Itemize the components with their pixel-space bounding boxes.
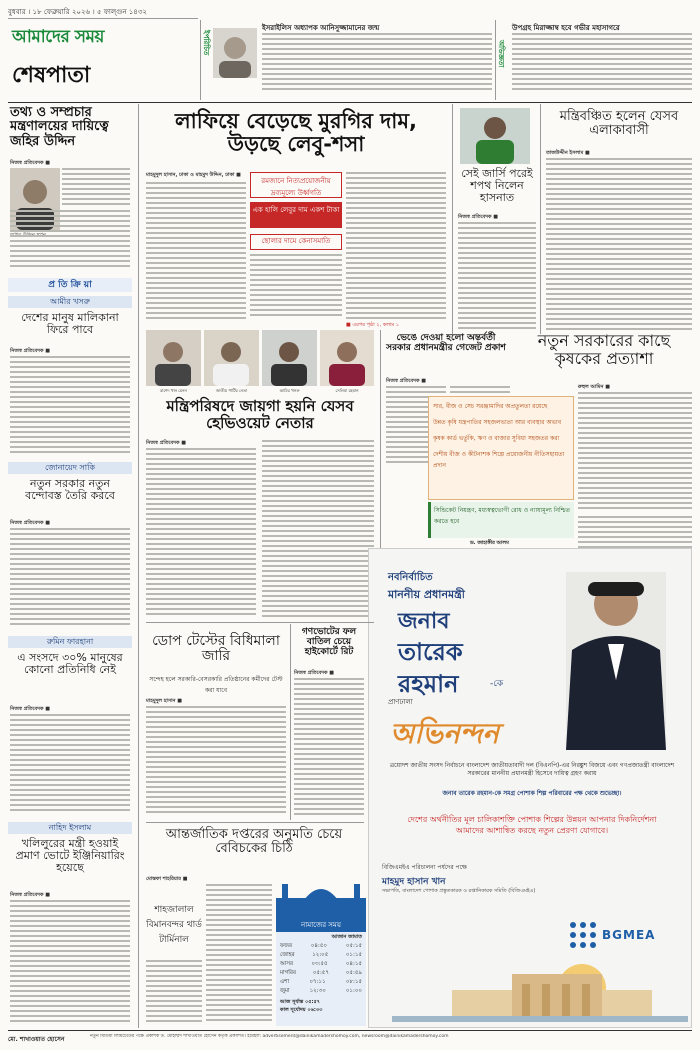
dope-headline: ডোপ টেস্টের বিধিমালা জারি: [152, 633, 280, 665]
cabinet-byline: নিজস্ব প্রতিবেদক ■: [146, 440, 186, 446]
ad-signer-title: সভাপতি, বাংলাদেশ পোশাক প্রস্তুতকারক ও রপ্তানিকারক সমিতি (বিজিএমইএ): [382, 888, 536, 894]
topbar-left-head: ইসরাইলিস অধ্যাপক আনিসুজ্জামানের জন্ম: [262, 24, 380, 32]
section-title: শেষপাতা: [12, 63, 91, 88]
footer-text: নতুন মিডিয়া লিমিটেডের পক্ষে প্রকাশক ড. মোহাম্মদ শাখাওয়াত হোসেন কর্তৃক প্রকাশিত। ইমেইল: advertisement@dainikamadershomoy.com, newsroom@dainikamadershomoy.com: [90, 1034, 449, 1039]
prayer-row: জুমা ১২:৩০ ০১:০০: [280, 988, 362, 994]
story3-headline: নতুন সরকার নতুন বন্দোবস্ত তৈরি করবে: [25, 477, 115, 503]
ad-para2: দেশের অর্থনীতির মূল চালিকাশক্তি পোশাক শিল্পের উন্নয়ন আপনার দিকনির্দেশনা আমাদের আশান্বিত করছে নতুন প্রেরণা যোগাবে।: [407, 815, 657, 836]
ad-line1: নবনির্বাচিত: [388, 572, 433, 583]
story2-headline: দেশের মানুষ মালিকানা ফিরে পাবে: [21, 311, 119, 337]
ad-para1-b: জনাব তারেক রহমান-কে সমগ্র পোশাক শিল্প পরিবারের পক্ষ থেকে শুভেচ্ছা।: [442, 790, 622, 797]
ad-signer: মাহমুদ হাসান খান: [382, 877, 446, 887]
story4-name: রুমিন ফারহানা: [8, 636, 132, 648]
ad-greet-pre: প্রাণঢালা: [388, 698, 413, 706]
bgmea-logo-icon: [568, 920, 598, 950]
terminal-callout: শাহজালাল বিমানবন্দর থার্ড টার্মিনাল: [146, 905, 202, 945]
story1-headline: তথ্য ও সম্প্রচার মন্ত্রণালয়ের দায়িত্বে জহির উদ্দিন: [10, 105, 109, 149]
ad-suffix: -কে: [490, 679, 504, 689]
footer-left: মো. শাখাওয়াত হোসেন: [8, 1036, 65, 1043]
lead-box1: রমজানে নিত্যপ্রয়োজনীয় দ্রব্যমূল্যে উর্ধ্বগতি: [250, 172, 342, 198]
prayer-box: [276, 918, 366, 1026]
prayer-row: জোহর ১২:০৫ ০১:১৫: [280, 952, 362, 958]
topbar-right-tag: অভিজ্ঞতা: [497, 40, 505, 68]
prayer-row: ফজর ০৪:৫০ ০৫:১৫: [280, 943, 362, 949]
prayer-row: আসর ০৩:৫৫ ০৪:১৫: [280, 961, 362, 967]
writ-byline: নিজস্ব প্রতিবেদক ■: [294, 670, 334, 676]
cabinet-headline: মন্ত্রিপরিষদে জায়গা হয়নি যেসব হেভিওয়েট নেতার: [166, 397, 354, 432]
header-date: বুধবার । ১৮ ফেব্রুয়ারি ২০২৬ । ৫ ফাল্গুন ১৪৩২: [8, 8, 147, 16]
reaction-label: প্র তি ক্রি য়া: [8, 278, 132, 292]
dissolved-byline: নিজস্ব প্রতিবেদক ■: [386, 378, 426, 384]
farmers-quote-by: ড. জাহাঙ্গীর আলম: [470, 540, 509, 546]
ad-name1: জনাব: [398, 609, 450, 634]
mosque-icon: [276, 880, 366, 918]
ad-greet: অভিনন্দন: [390, 717, 500, 750]
intl-headline: আন্তর্জাতিক দপ্তরের অনুমতি চেয়ে বেবিচকের চিঠি: [165, 827, 343, 857]
farmers-byline: রুহুল আমিন ■: [578, 384, 610, 390]
farmers-quote: সিন্ডিকেট নিয়ন্ত্রণ, মধ্যস্বত্বভোগী রোধ ও ন্যায্যমূল্য নিশ্চিত করতে হবে: [428, 502, 574, 538]
ad-line2: মাননীয় প্রধানমন্ত্রী: [388, 588, 465, 601]
shapath-byline: নিজস্ব প্রতিবেদক ■: [458, 214, 498, 220]
cabinet-photos: [146, 330, 374, 386]
shapath-headline: সেই জার্সি পরেই শপথ নিলেন হাসনাত: [461, 167, 533, 205]
topbar-portrait: [213, 28, 257, 78]
prayer-col-head: আজান জামাত: [331, 934, 362, 940]
cabinet-caption-2: জাতীয় পার্টির নেতা: [215, 388, 248, 393]
pull-item-2: উন্নত কৃষি যন্ত্রপাতির সহজলভ্যতা আর ব্যবস্থার অভাব: [433, 419, 562, 426]
displaced-headline: মন্ত্রিবঞ্চিত হলেন যেসব এলাকাবাসী: [559, 109, 679, 139]
ad-signer-role: বিজিএমইএ পরিচালনা পর্ষদের পক্ষে: [382, 864, 467, 871]
story5-byline: নিজস্ব প্রতিবেদক ■: [10, 892, 50, 898]
farmers-pullbox: [428, 396, 574, 500]
dope-byline: মাহমুদুল হাসান ■: [146, 698, 183, 704]
story3-byline: নিজস্ব প্রতিবেদক ■: [10, 520, 50, 526]
ad-portrait: [546, 560, 686, 750]
sunset: আজ সূর্যাস্ত ০৫:৫৭: [280, 999, 321, 1005]
intl-byline: মোস্তফা শাহরিয়ার ■: [146, 876, 188, 882]
bgmea-logo-text: BGMEA: [602, 928, 656, 942]
shapath-photo: [460, 108, 530, 164]
cabinet-caption-3: আমির খসরু: [279, 388, 300, 393]
cabinet-caption-4: সেলিমা রহমান: [335, 388, 359, 393]
ad-parliament-illustration: [392, 960, 688, 1022]
story4-byline: নিজস্ব প্রতিবেদক ■: [10, 706, 50, 712]
farmers-headline: নতুন সরকারের কাছে কৃষকের প্রত্যাশা: [537, 331, 671, 368]
story1-byline: নিজস্ব প্রতিবেদক ■: [10, 160, 50, 166]
dissolved-headline: ভেঙে দেওয়া হলো অন্তর্বর্তী সরকার প্রধানমন্ত্রীর গেজেট প্রকাশ: [386, 333, 506, 353]
ad-para1: ত্রয়োদশ জাতীয় সংসদ নির্বাচনে বাংলাদেশ জাতীয়তাবাদী দল (বিএনপি)-এর নিরঙ্কুশ বিজয়ে এবং গণপ্রজাতন্ত্রী বাংলাদেশ সরকারের মাননীয় প্রধানমন্ত্রী হিসেবে দায়িত্ব গ্রহণ করায়: [389, 762, 675, 778]
lead-headline: লাফিয়ে বেড়েছে মুরগির দাম, উড়ছে লেবু-শসা: [175, 109, 417, 157]
story4-headline: এ সংসদে ৩০% মানুষের কোনো প্রতিনিধি নেই: [17, 651, 123, 677]
story3-name: জোনায়েদ সাকি: [8, 462, 132, 474]
pull-item-3: কৃষক কার্ড ভর্তুকি, ঋণ ও বাজার সুবিধা সহজতর করা: [433, 435, 560, 442]
story2-name: আমীর খসরু: [8, 296, 132, 308]
dope-subhead: সন্দেহ হলে সরকারি-বেসরকারি প্রতিষ্ঠানের কর্মীদের টেস্ট করা যাবে: [149, 676, 283, 694]
lead-box3: ছোলার দামে কেনাসমাতি: [250, 234, 342, 250]
lead-box2: এক হালি লেবুর দাম একশ টাকা: [250, 202, 342, 228]
displaced-byline: তাজউদ্দীন ইসলাম ■: [546, 150, 590, 156]
prayer-row: মাগরিব ০৫:৫৭ ০৫:৫৯: [280, 970, 362, 976]
ad-name3: রহমান: [398, 670, 459, 698]
writ-headline: গণভোটের ফল বাতিল চেয়ে হাইকোর্টে রিট: [301, 627, 357, 657]
sunrise: কাল সূর্যোদয় ০৬:৩৩: [280, 1007, 323, 1013]
ad-name2: তারেক: [398, 638, 463, 666]
cabinet-caption-1: রাশেদ খান মেনন: [160, 388, 187, 393]
story5-name: নাহিদ ইসলাম: [8, 822, 132, 834]
prayer-title: নামাজের সময়: [276, 918, 366, 932]
lead-byline: মাহমুদুল হাসান, ঢাকা ও মাহমুদ উদ্দিন, ঢাকা ■: [146, 172, 241, 178]
story2-byline: নিজস্ব প্রতিবেদক ■: [10, 348, 50, 354]
masthead-logo: আমাদের সময়: [12, 27, 104, 47]
topbar-left-tag: ইপরিচিত: [202, 30, 210, 56]
pull-item-4: দেশীয় বীজ ও কীটনাশক শিল্পে প্রয়োজনীয় নীতিসহায়তা প্রদান: [433, 451, 565, 469]
topbar-right-head: উপগ্রহ মিরাজ্জাম্ব হবে গভীর মহাসাগরে: [512, 24, 620, 32]
pull-item-1: সার, বীজ ও সেচ সরঞ্জামাদির অপ্রতুলতা রয়েছে: [433, 403, 548, 410]
lead-continued: ■ এরপর পৃষ্ঠা ২, কলাম ১: [346, 322, 400, 328]
prayer-row: এশা ০৭:১১ ০৮:১৫: [280, 979, 362, 985]
story5-headline: খলিলুরের মন্ত্রী হওয়াই প্রমাণ ভোটে ইঞ্জিনিয়ারিং হয়েছে: [15, 837, 125, 875]
